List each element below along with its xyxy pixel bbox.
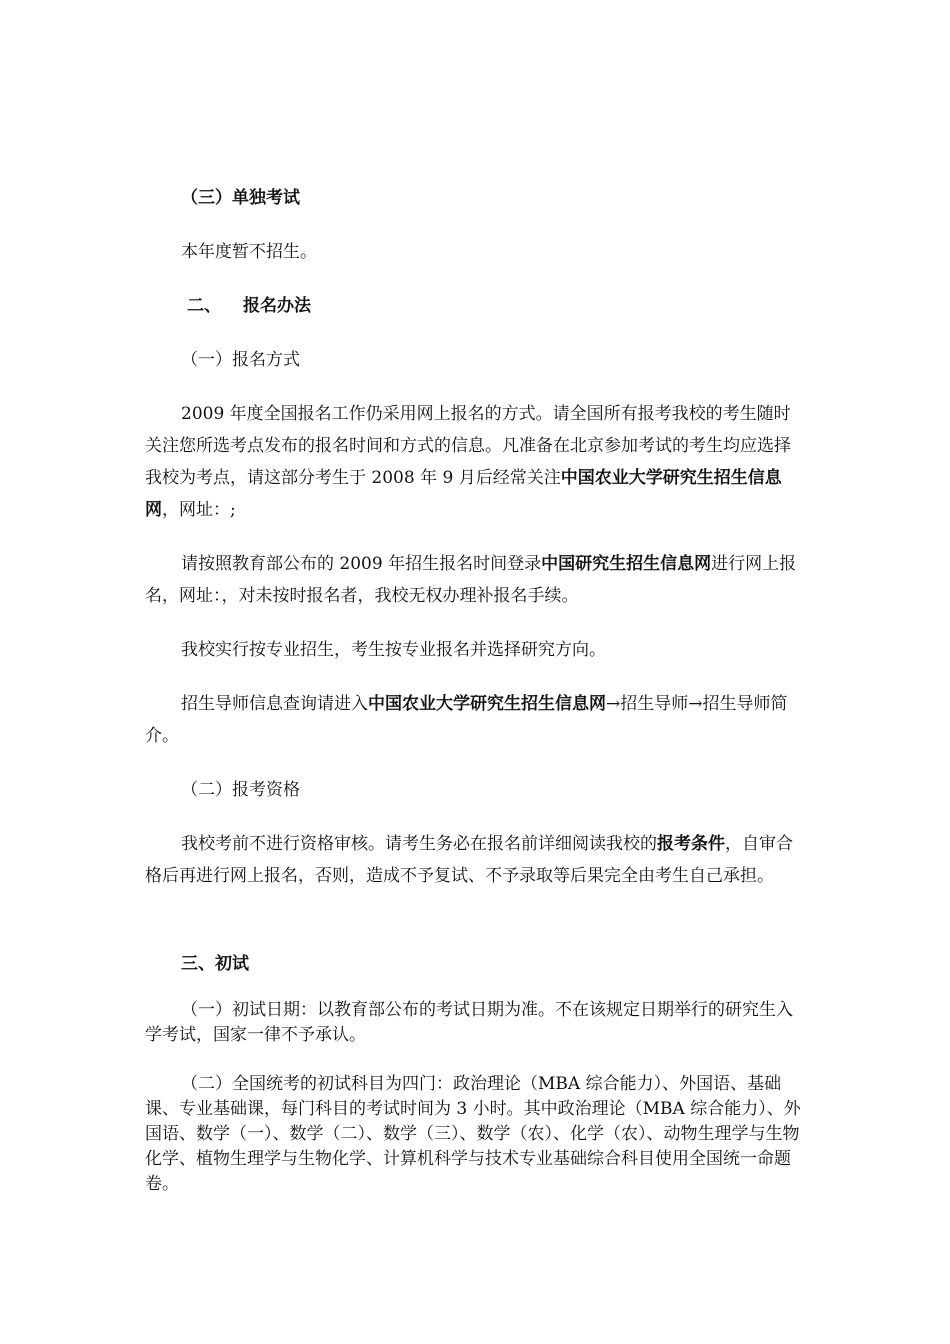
text-segment: ，自审合格后再进行网上报名，否则，造成不予复试、不予录取等后果完全由考生自己承担。 — [145, 834, 793, 886]
paragraph-online-registration — [145, 398, 805, 526]
subheading-eligibility: （二）报考资格 — [181, 780, 300, 800]
paragraph-major-enrollment: 我校实行按专业招生，考生按专业报名并选择研究方向。 — [181, 640, 606, 660]
part-number: 二、 — [187, 296, 221, 316]
site-name-cau-grad-info: 中国农业大学研究生招生信息网 — [368, 694, 606, 714]
text-segment: ，网址：; — [162, 500, 236, 520]
paragraph-exam-subjects: （二）全国统考的初试科目为四门：政治理论（MBA 综合能力）、外国语、基础课、专业基础课，每门科目的考试时间为 3 小时。其中政治理论（MBA 综合能力）、外国语、数学（一）、数学（二）、数学（三）、数学（农）、化学（农）、动物生理学与生物化学、植物生理学与生物化学、计算机科学与技术专业基础综合科目使用全国统一命题卷。 — [145, 1074, 801, 1194]
text-segment: 2009 年度全国报名工作仍采用网上报名的方式。请全国所有报考我校的考生随时关注您所选考点发布的报名时间和方式的信息。凡准备在北京参加考试的考生均应选择我校为考点，请这部分考生于 2008 年 9 月后经常关注 — [145, 404, 791, 488]
paragraph-eligibility — [145, 828, 805, 892]
text-segment: 请按照教育部公布的 2009 年招生报名时间登录 — [181, 554, 542, 574]
part-heading-preliminary-exam: 三、初试 — [181, 954, 249, 974]
paragraph-moe-registration — [145, 548, 805, 612]
part-heading-registration — [187, 290, 847, 322]
eligibility-conditions: 报考条件 — [657, 834, 725, 854]
site-name-cau-grad-info: 中国农业大学研究生招生信息网 — [145, 468, 782, 520]
text-segment: →招生导师→招生导师简介。 — [145, 694, 788, 746]
paragraph-advisor-query — [145, 688, 805, 752]
text-segment: 我校考前不进行资格审核。请考生务必在报名前详细阅读我校的 — [181, 834, 657, 854]
section-heading-independent-exam: （三）单独考试 — [181, 188, 300, 208]
site-name-china-grad-info: 中国研究生招生信息网 — [541, 554, 712, 574]
part-title: 报名办法 — [243, 296, 311, 316]
subheading-registration-method: （一）报名方式 — [181, 350, 300, 370]
text-segment: 进行网上报名，网址：，对未按时报名者，我校无权办理补报名手续。 — [145, 554, 797, 606]
paragraph-no-enrollment: 本年度暂不招生。 — [181, 242, 317, 262]
paragraph-exam-date: （一）初试日期：以教育部公布的考试日期为准。不在该规定日期举行的研究生入学考试，国家一律不予承认。 — [145, 1000, 793, 1045]
text-segment: 招生导师信息查询请进入 — [181, 694, 368, 714]
